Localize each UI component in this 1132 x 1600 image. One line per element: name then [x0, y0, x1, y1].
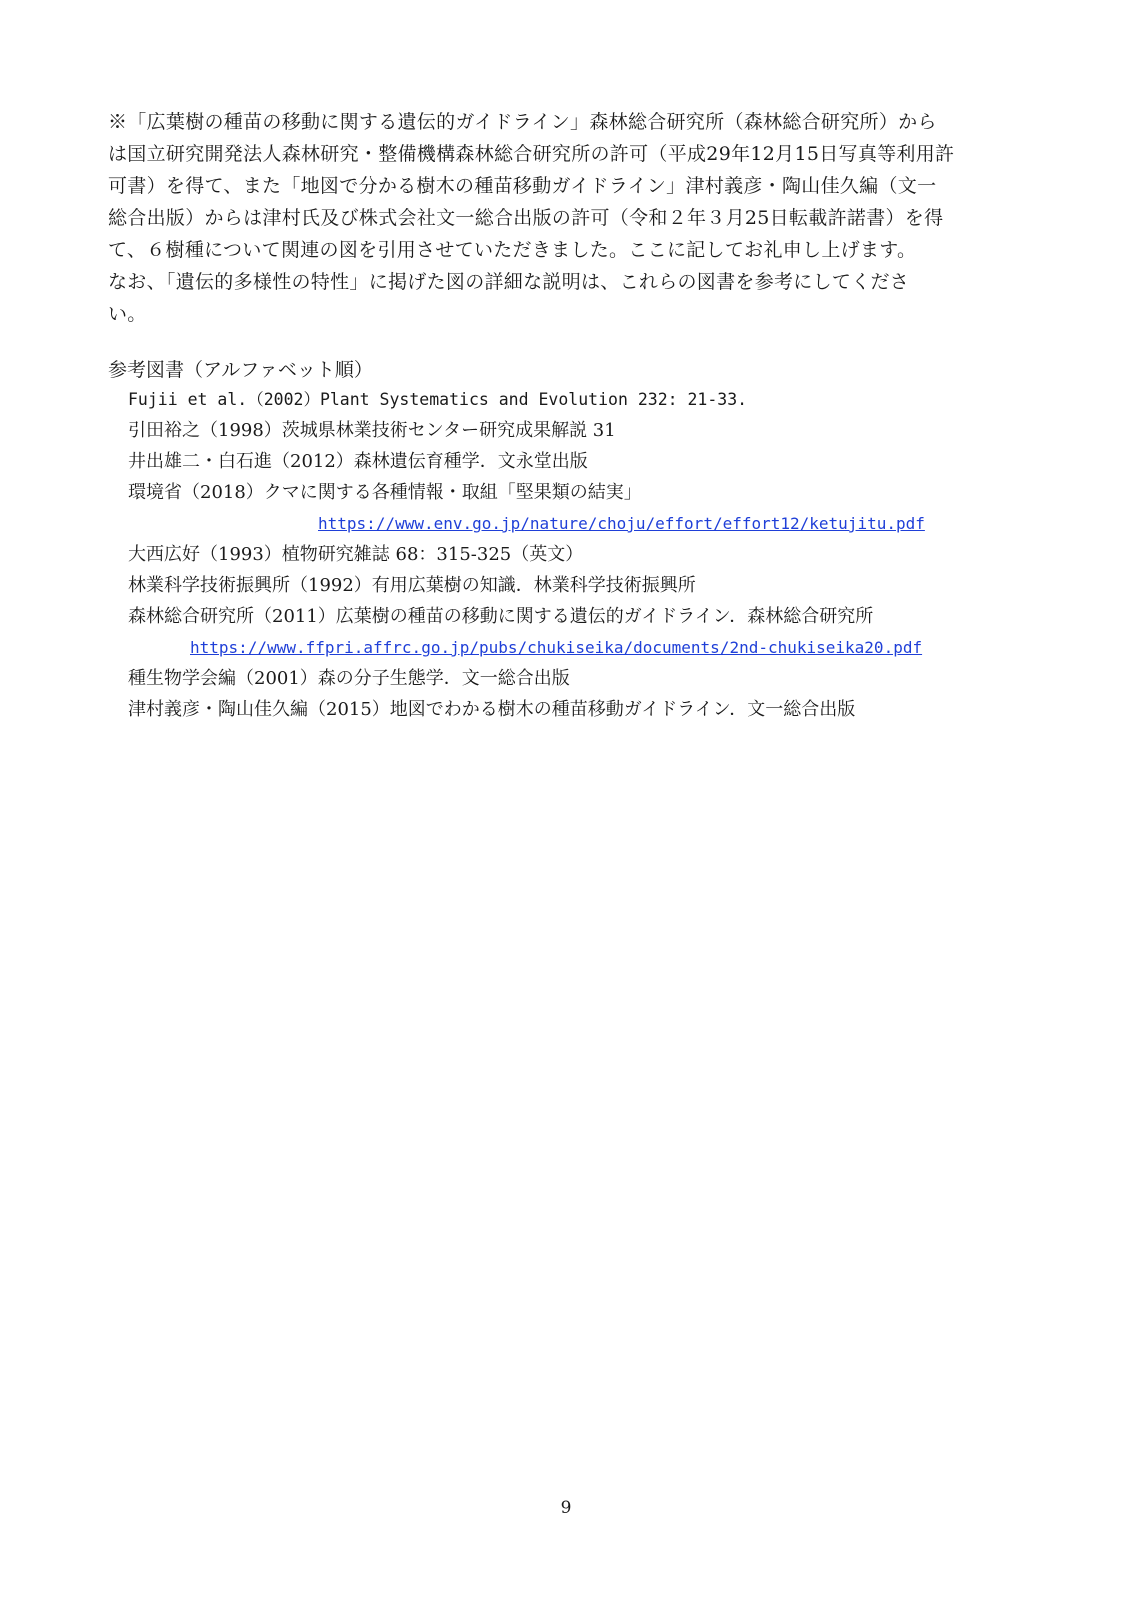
paragraph-line: は国立研究開発法人森林研究・整備機構森林総合研究所の許可（平成29年12月15日写真等利用許	[108, 143, 955, 165]
reference-item: 引田裕之（1998）茨城県林業技術センター研究成果解説 31	[128, 420, 616, 441]
page-number: 9	[560, 1498, 572, 1518]
reference-item: 森林総合研究所（2011）広葉樹の種苗の移動に関する遺伝的ガイドライン．森林総合研究所	[128, 606, 874, 627]
reference-item: 環境省（2018）クマに関する各種情報・取組「堅果類の結実」	[128, 482, 642, 503]
reference-item: 大西広好（1993）植物研究雑誌 68：315-325（英文）	[128, 544, 584, 565]
references-heading: 参考図書（アルファベット順）	[108, 359, 373, 381]
reference-link-env[interactable]: https://www.env.go.jp/nature/choju/effort/effort12/ketujitu.pdf	[318, 514, 925, 533]
reference-item: 種生物学会編（2001）森の分子生態学．文一総合出版	[128, 668, 570, 689]
paragraph-line: い。	[108, 303, 147, 325]
paragraph-line: 総合出版）からは津村氏及び株式会社文一総合出版の許可（令和２年３月25日転載許諾書）を得	[108, 207, 944, 229]
reference-item: Fujii et al.（2002）Plant Systematics and Evolution 232: 21-33.	[128, 390, 748, 409]
reference-item: 井出雄二・白石進（2012）森林遺伝育種学．文永堂出版	[128, 451, 588, 472]
paragraph-line: 可書）を得て、また「地図で分かる樹木の種苗移動ガイドライン」津村義彦・陶山佳久編（文一	[108, 175, 937, 197]
paragraph-line: ※「広葉樹の種苗の移動に関する遺伝的ガイドライン」森林総合研究所（森林総合研究所）から	[108, 111, 937, 133]
paragraph-line: なお、「遺伝的多様性の特性」に掲げた図の詳細な説明は、これらの図書を参考にしてくださ	[108, 271, 910, 293]
reference-link-ffpri[interactable]: https://www.ffpri.affrc.go.jp/pubs/chukiseika/documents/2nd-chukiseika20.pdf	[190, 638, 923, 657]
reference-item: 津村義彦・陶山佳久編（2015）地図でわかる樹木の種苗移動ガイドライン．文一総合出版	[128, 699, 856, 720]
references-list	[128, 384, 1008, 725]
paragraph-line: て、６樹種について関連の図を引用させていただきました。ここに記してお礼申し上げます。	[108, 239, 917, 261]
reference-item: 林業科学技術振興所（1992）有用広葉樹の知識．林業科学技術振興所	[128, 575, 696, 596]
acknowledgement-paragraph	[108, 106, 1008, 330]
